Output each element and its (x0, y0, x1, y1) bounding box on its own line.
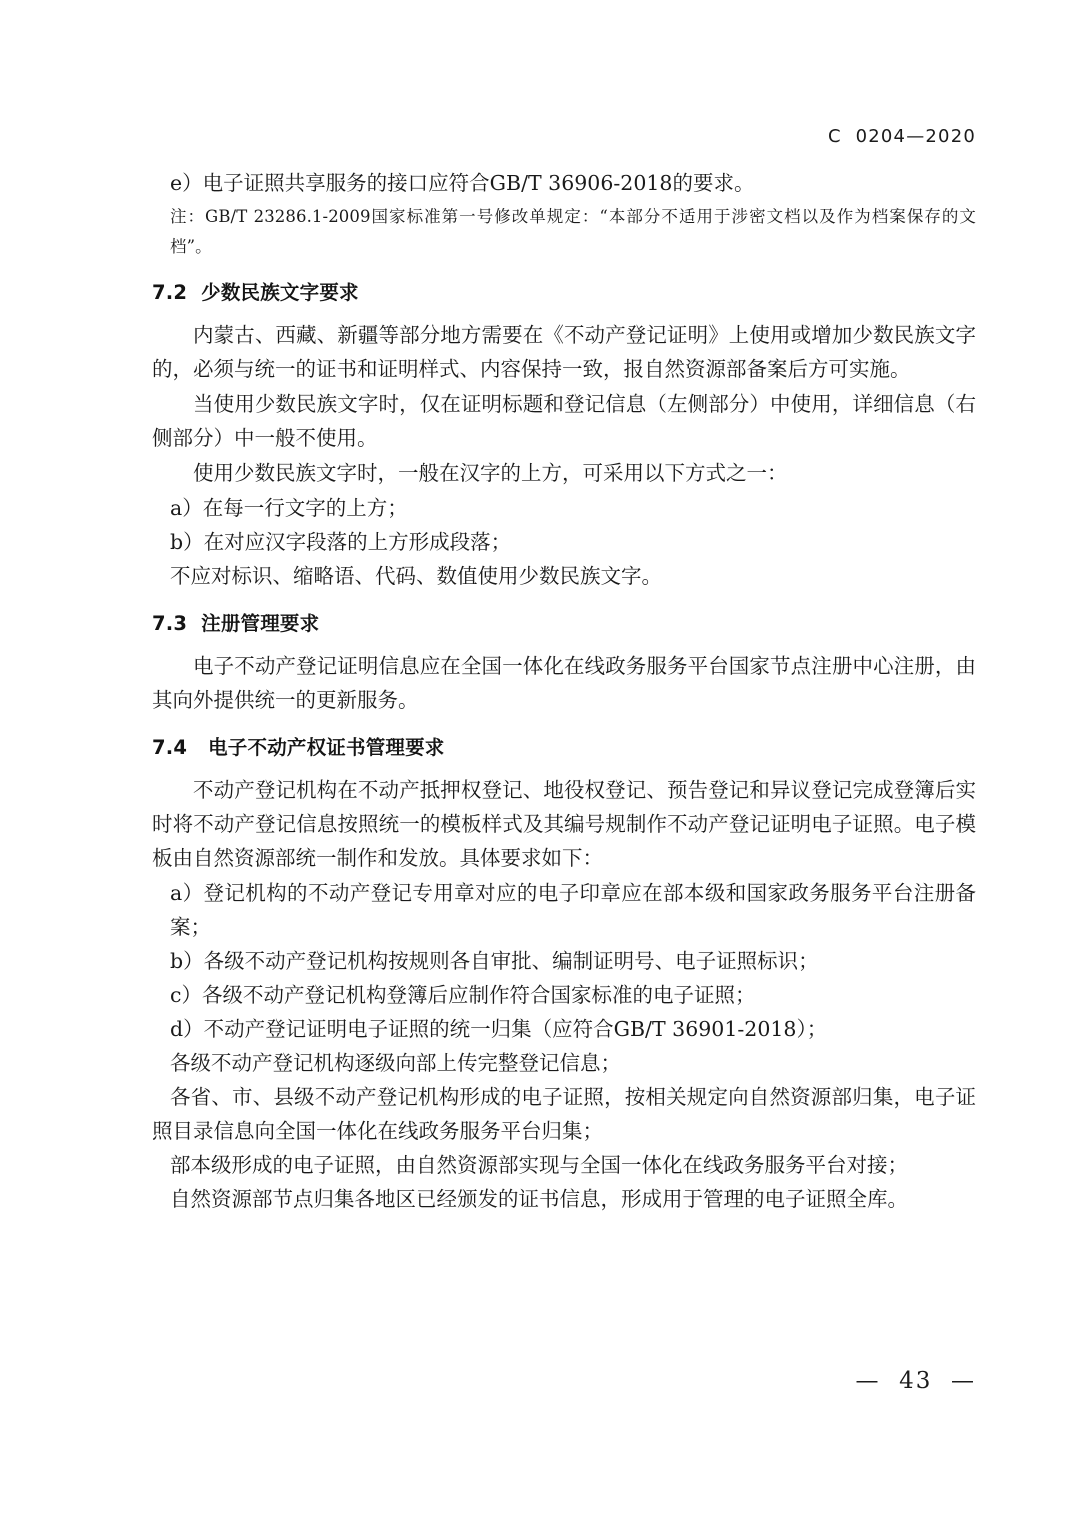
section-7-2-closing-line: 不应对标识、缩略语、代码、数值使用少数民族文字。 (170, 564, 662, 588)
note-line: 注：GB/T 23286.1-2009国家标准第一号修改单规定：“本部分不适用于涉密文档以及作为档案保存的文档”。 (170, 207, 976, 256)
section-7-4-paragraph-1: 不动产登记机构在不动产抵押权登记、地役权登记、预告登记和异议登记完成登簿后实时将不动产登记信息按照统一的模板样式及其编号规制作不动产登记证明电子证照。电子模板由自然资源部统一制作和发放。具体要求如下： (152, 778, 976, 870)
section-7-4-trailing-line-2: 各省、市、县级不动产登记机构形成的电子证照，按相关规定向自然资源部归集，电子证照目录信息向全国一体化在线政务服务平台归集； (152, 1085, 976, 1143)
section-heading-7-3: 7.3 注册管理要求 (152, 612, 320, 635)
section-7-4-list-item-b: b）各级不动产登记机构按规则各自审批、编制证明号、电子证照标识； (170, 949, 819, 973)
section-7-3-paragraph-1: 电子不动产登记证明信息应在全国一体化在线政务服务平台国家节点注册中心注册，由其向外提供统一的更新服务。 (152, 654, 976, 712)
section-7-4-trailing-line-4: 自然资源部节点归集各地区已经颁发的证书信息，形成用于管理的电子证照全库。 (170, 1187, 908, 1211)
section-7-2-paragraph-2: 当使用少数民族文字时，仅在证明标题和登记信息（左侧部分）中使用，详细信息（右侧部分）中一般不使用。 (152, 392, 976, 450)
section-heading-7-4: 7.4 电子不动产权证书管理要求 (152, 736, 445, 759)
list-item-e: e）电子证照共享服务的接口应符合GB/T 36906-2018的要求。 (170, 171, 755, 195)
page-header-standard-code: C 0204—2020 (827, 126, 976, 147)
section-7-2-list-item-b: b）在对应汉字段落的上方形成段落； (170, 530, 512, 554)
section-7-2-paragraph-1: 内蒙古、西藏、新疆等部分地方需要在《不动产登记证明》上使用或增加少数民族文字的，必须与统一的证书和证明样式、内容保持一致，报自然资源部备案后方可实施。 (152, 323, 976, 381)
section-7-4-trailing-line-3: 部本级形成的电子证照，由自然资源部实现与全国一体化在线政务服务平台对接； (170, 1153, 908, 1177)
page-number: — 43 — (855, 1368, 976, 1394)
section-7-2-list-item-a: a）在每一行文字的上方； (170, 496, 408, 520)
section-7-4-trailing-line-1: 各级不动产登记机构逐级向部上传完整登记信息； (170, 1051, 621, 1075)
section-7-4-list-item-c: c）各级不动产登记机构登簿后应制作符合国家标准的电子证照； (170, 983, 756, 1007)
section-7-2-paragraph-3: 使用少数民族文字时，一般在汉字的上方，可采用以下方式之一： (193, 461, 788, 485)
section-7-4-list-item-d: d）不动产登记证明电子证照的统一归集（应符合GB/T 36901-2018）； (170, 1017, 828, 1041)
section-7-4-list-item-a: a）登记机构的不动产登记专用章对应的电子印章应在部本级和国家政务服务平台注册备案； (170, 881, 976, 939)
document-content (152, 166, 976, 1216)
section-heading-7-2: 7.2 少数民族文字要求 (152, 281, 359, 304)
